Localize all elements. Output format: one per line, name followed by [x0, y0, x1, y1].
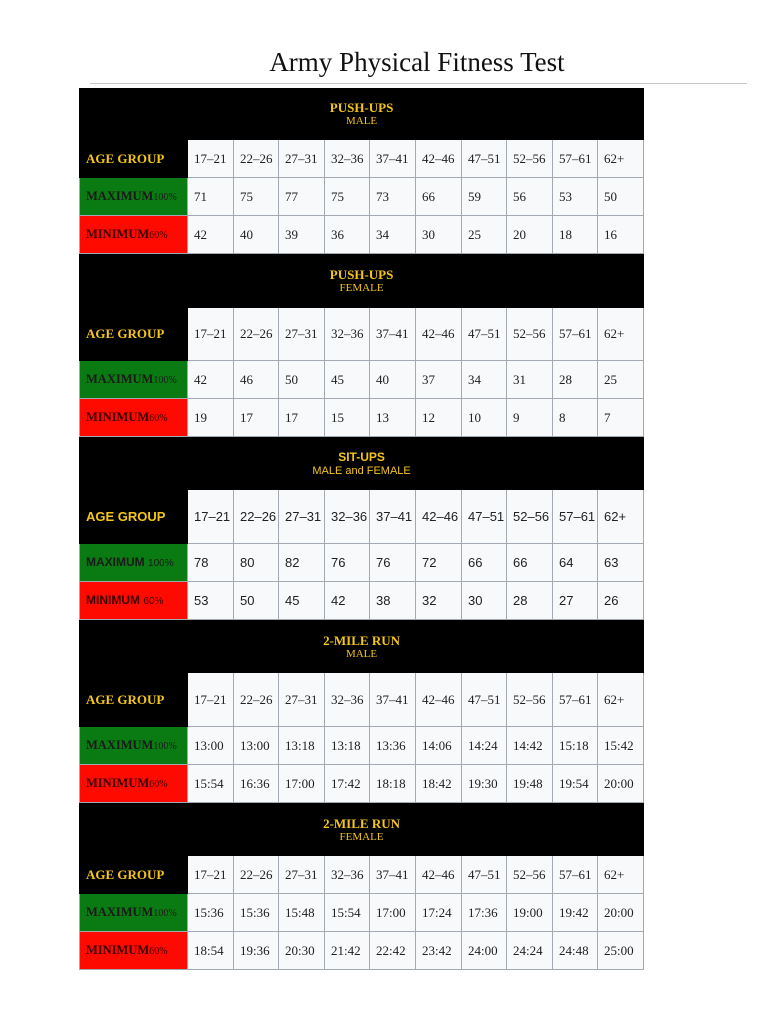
maximum-value-cell: 37 [416, 361, 462, 399]
maximum-value-cell: 42 [188, 361, 234, 399]
maximum-value-cell: 50 [598, 178, 644, 216]
maximum-label [80, 178, 188, 216]
age-group-cell: 52–56 [507, 490, 553, 544]
minimum-label [80, 932, 188, 970]
maximum-label [80, 361, 188, 399]
age-group-cell: 47–51 [462, 856, 507, 894]
minimum-value-cell: 19:30 [462, 765, 507, 803]
pushups-male-table [79, 88, 644, 254]
minimum-value-cell: 18:54 [188, 932, 234, 970]
maximum-row [80, 727, 644, 765]
maximum-value-cell: 46 [234, 361, 279, 399]
minimum-row [80, 216, 644, 254]
maximum-percent: 100% [153, 907, 177, 919]
minimum-value-cell: 24:48 [553, 932, 598, 970]
minimum-value-cell: 19:36 [234, 932, 279, 970]
table-header [80, 804, 644, 856]
age-group-cell: 27–31 [279, 856, 325, 894]
maximum-value-cell: 14:42 [507, 727, 553, 765]
maximum-value-cell: 15:48 [279, 894, 325, 932]
age-group-cell: 22–26 [234, 490, 279, 544]
maximum-value-cell: 50 [279, 361, 325, 399]
run-male-table [79, 620, 644, 803]
age-group-label: AGE GROUP [80, 140, 188, 178]
age-group-cell: 27–31 [279, 490, 325, 544]
table-subtitle: FEMALE [339, 282, 384, 294]
age-group-cell: 22–26 [234, 673, 279, 727]
minimum-value-cell: 17:00 [279, 765, 325, 803]
age-group-cell: 47–51 [462, 308, 507, 361]
age-group-cell: 32–36 [325, 673, 370, 727]
age-group-cell: 62+ [598, 856, 644, 894]
age-group-cell: 47–51 [462, 490, 507, 544]
table-title: 2-MILE RUN [323, 815, 400, 831]
minimum-value-cell: 28 [507, 582, 553, 620]
maximum-value-cell: 28 [553, 361, 598, 399]
minimum-value-cell: 15 [325, 399, 370, 437]
maximum-value-cell: 78 [188, 544, 234, 582]
minimum-value-cell: 16:36 [234, 765, 279, 803]
pushups-female-table [79, 254, 644, 437]
minimum-label [80, 765, 188, 803]
minimum-row [80, 932, 644, 970]
maximum-value-cell: 75 [325, 178, 370, 216]
maximum-value-cell: 75 [234, 178, 279, 216]
minimum-label-text: MINIMUM [86, 775, 150, 790]
age-group-label: AGE GROUP [80, 856, 188, 894]
maximum-value-cell: 13:18 [325, 727, 370, 765]
minimum-value-cell: 22:42 [370, 932, 416, 970]
minimum-value-cell: 20 [507, 216, 553, 254]
maximum-label [80, 727, 188, 765]
maximum-row [80, 894, 644, 932]
age-group-cell: 17–21 [188, 490, 234, 544]
fitness-tables [79, 88, 638, 970]
minimum-label-text: MINIMUM [86, 409, 150, 424]
minimum-label-text: MINIMUM [86, 592, 140, 607]
minimum-value-cell: 17:42 [325, 765, 370, 803]
maximum-value-cell: 13:00 [234, 727, 279, 765]
maximum-value-cell: 72 [416, 544, 462, 582]
minimum-value-cell: 30 [462, 582, 507, 620]
table-header-row [80, 621, 644, 673]
minimum-value-cell: 42 [325, 582, 370, 620]
minimum-percent: 60% [149, 412, 168, 424]
minimum-value-cell: 17 [279, 399, 325, 437]
age-group-cell: 32–36 [325, 856, 370, 894]
maximum-value-cell: 63 [598, 544, 644, 582]
age-group-cell: 52–56 [507, 140, 553, 178]
minimum-row [80, 765, 644, 803]
maximum-value-cell: 17:36 [462, 894, 507, 932]
maximum-value-cell: 20:00 [598, 894, 644, 932]
maximum-value-cell: 73 [370, 178, 416, 216]
age-group-cell: 37–41 [370, 856, 416, 894]
minimum-value-cell: 53 [188, 582, 234, 620]
minimum-value-cell: 18 [553, 216, 598, 254]
age-group-cell: 62+ [598, 308, 644, 361]
maximum-value-cell: 66 [416, 178, 462, 216]
maximum-value-cell: 13:18 [279, 727, 325, 765]
age-group-cell: 27–31 [279, 673, 325, 727]
minimum-value-cell: 23:42 [416, 932, 462, 970]
age-group-row [80, 140, 644, 178]
maximum-value-cell: 14:06 [416, 727, 462, 765]
age-group-cell: 52–56 [507, 856, 553, 894]
age-group-cell: 17–21 [188, 308, 234, 361]
age-group-cell: 37–41 [370, 140, 416, 178]
maximum-value-cell: 66 [507, 544, 553, 582]
age-group-cell: 62+ [598, 140, 644, 178]
maximum-value-cell: 15:36 [188, 894, 234, 932]
minimum-value-cell: 21:42 [325, 932, 370, 970]
age-group-cell: 32–36 [325, 490, 370, 544]
table-title: SIT-UPS [338, 449, 385, 464]
minimum-value-cell: 13 [370, 399, 416, 437]
age-group-cell: 47–51 [462, 140, 507, 178]
maximum-value-cell: 45 [325, 361, 370, 399]
age-group-cell: 37–41 [370, 673, 416, 727]
maximum-label [80, 894, 188, 932]
minimum-percent: 60% [149, 778, 168, 790]
minimum-value-cell: 42 [188, 216, 234, 254]
minimum-value-cell: 26 [598, 582, 644, 620]
table-title: 2-MILE RUN [323, 632, 400, 648]
minimum-value-cell: 30 [416, 216, 462, 254]
minimum-percent: 60% [149, 229, 168, 241]
minimum-value-cell: 25 [462, 216, 507, 254]
minimum-value-cell: 20:00 [598, 765, 644, 803]
minimum-value-cell: 24:00 [462, 932, 507, 970]
maximum-value-cell: 76 [325, 544, 370, 582]
maximum-value-cell: 77 [279, 178, 325, 216]
minimum-row [80, 582, 644, 620]
minimum-value-cell: 19 [188, 399, 234, 437]
minimum-value-cell: 36 [325, 216, 370, 254]
maximum-value-cell: 53 [553, 178, 598, 216]
maximum-value-cell: 59 [462, 178, 507, 216]
maximum-percent: 100% [148, 557, 174, 569]
table-header [80, 89, 644, 140]
run-female-table [79, 803, 644, 970]
age-group-cell: 27–31 [279, 140, 325, 178]
maximum-percent: 100% [153, 191, 177, 203]
minimum-value-cell: 19:54 [553, 765, 598, 803]
minimum-percent: 60% [143, 595, 164, 607]
minimum-value-cell: 17 [234, 399, 279, 437]
age-group-cell: 57–61 [553, 856, 598, 894]
maximum-label-text: MAXIMUM [86, 188, 154, 203]
table-title: PUSH-UPS [329, 267, 394, 282]
minimum-label [80, 216, 188, 254]
minimum-value-cell: 24:24 [507, 932, 553, 970]
minimum-value-cell: 8 [553, 399, 598, 437]
table-header [80, 621, 644, 673]
age-group-row [80, 308, 644, 361]
maximum-value-cell: 80 [234, 544, 279, 582]
minimum-value-cell: 40 [234, 216, 279, 254]
minimum-value-cell: 25:00 [598, 932, 644, 970]
maximum-value-cell: 15:36 [234, 894, 279, 932]
maximum-value-cell: 14:24 [462, 727, 507, 765]
age-group-row [80, 673, 644, 727]
minimum-label [80, 582, 188, 620]
age-group-label: AGE GROUP [80, 490, 188, 544]
age-group-label: AGE GROUP [80, 673, 188, 727]
maximum-value-cell: 13:00 [188, 727, 234, 765]
maximum-value-cell: 15:54 [325, 894, 370, 932]
age-group-cell: 52–56 [507, 673, 553, 727]
minimum-value-cell: 10 [462, 399, 507, 437]
age-group-cell: 57–61 [553, 308, 598, 361]
table-title: PUSH-UPS [329, 100, 394, 115]
maximum-value-cell: 17:00 [370, 894, 416, 932]
maximum-value-cell: 31 [507, 361, 553, 399]
minimum-value-cell: 32 [416, 582, 462, 620]
minimum-value-cell: 20:30 [279, 932, 325, 970]
minimum-row [80, 399, 644, 437]
age-group-cell: 22–26 [234, 856, 279, 894]
table-subtitle: MALE [345, 115, 378, 127]
minimum-percent: 60% [149, 945, 168, 957]
minimum-label [80, 399, 188, 437]
minimum-value-cell: 16 [598, 216, 644, 254]
minimum-value-cell: 18:18 [370, 765, 416, 803]
table-header-row [80, 438, 644, 490]
maximum-value-cell: 13:36 [370, 727, 416, 765]
maximum-value-cell: 15:18 [553, 727, 598, 765]
table-subtitle: MALE [345, 647, 378, 660]
age-group-cell: 22–26 [234, 140, 279, 178]
maximum-label-text: MAXIMUM [86, 371, 154, 386]
minimum-value-cell: 12 [416, 399, 462, 437]
age-group-cell: 22–26 [234, 308, 279, 361]
table-subtitle: FEMALE [339, 830, 384, 843]
age-group-cell: 32–36 [325, 140, 370, 178]
age-group-row [80, 490, 644, 544]
age-group-cell: 17–21 [188, 856, 234, 894]
minimum-value-cell: 7 [598, 399, 644, 437]
age-group-label: AGE GROUP [80, 308, 188, 361]
minimum-value-cell: 38 [370, 582, 416, 620]
age-group-row [80, 856, 644, 894]
minimum-value-cell: 15:54 [188, 765, 234, 803]
age-group-cell: 62+ [598, 673, 644, 727]
age-group-cell: 62+ [598, 490, 644, 544]
maximum-row [80, 178, 644, 216]
maximum-value-cell: 66 [462, 544, 507, 582]
maximum-value-cell: 19:00 [507, 894, 553, 932]
maximum-value-cell: 15:42 [598, 727, 644, 765]
age-group-cell: 42–46 [416, 856, 462, 894]
minimum-value-cell: 18:42 [416, 765, 462, 803]
minimum-value-cell: 27 [553, 582, 598, 620]
minimum-value-cell: 39 [279, 216, 325, 254]
minimum-label-text: MINIMUM [86, 226, 150, 241]
maximum-value-cell: 19:42 [553, 894, 598, 932]
age-group-cell: 32–36 [325, 308, 370, 361]
table-subtitle: MALE and FEMALE [312, 464, 411, 477]
maximum-row [80, 544, 644, 582]
table-header-row [80, 255, 644, 308]
maximum-value-cell: 64 [553, 544, 598, 582]
maximum-value-cell: 76 [370, 544, 416, 582]
age-group-cell: 57–61 [553, 490, 598, 544]
maximum-value-cell: 40 [370, 361, 416, 399]
table-header-row [80, 804, 644, 856]
minimum-value-cell: 19:48 [507, 765, 553, 803]
age-group-cell: 42–46 [416, 490, 462, 544]
age-group-cell: 37–41 [370, 490, 416, 544]
age-group-cell: 27–31 [279, 308, 325, 361]
age-group-cell: 47–51 [462, 673, 507, 727]
age-group-cell: 17–21 [188, 673, 234, 727]
minimum-value-cell: 45 [279, 582, 325, 620]
maximum-label [80, 544, 188, 582]
age-group-cell: 17–21 [188, 140, 234, 178]
document-title: Army Physical Fitness Test [269, 47, 565, 77]
maximum-percent: 100% [153, 374, 177, 386]
maximum-value-cell: 25 [598, 361, 644, 399]
maximum-value-cell: 34 [462, 361, 507, 399]
minimum-value-cell: 50 [234, 582, 279, 620]
maximum-label-text: MAXIMUM [86, 904, 154, 919]
situps-table [79, 437, 644, 620]
age-group-cell: 37–41 [370, 308, 416, 361]
age-group-cell: 42–46 [416, 140, 462, 178]
minimum-value-cell: 9 [507, 399, 553, 437]
minimum-label-text: MINIMUM [86, 942, 150, 957]
title-divider [90, 83, 747, 84]
maximum-label-text: MAXIMUM [86, 554, 145, 569]
maximum-row [80, 361, 644, 399]
table-header [80, 255, 644, 308]
age-group-cell: 57–61 [553, 140, 598, 178]
table-header-row [80, 89, 644, 140]
maximum-value-cell: 17:24 [416, 894, 462, 932]
minimum-value-cell: 34 [370, 216, 416, 254]
maximum-percent: 100% [153, 740, 177, 752]
maximum-value-cell: 82 [279, 544, 325, 582]
age-group-cell: 57–61 [553, 673, 598, 727]
maximum-value-cell: 56 [507, 178, 553, 216]
maximum-label-text: MAXIMUM [86, 737, 154, 752]
age-group-cell: 42–46 [416, 673, 462, 727]
table-header [80, 438, 644, 490]
age-group-cell: 42–46 [416, 308, 462, 361]
maximum-value-cell: 71 [188, 178, 234, 216]
age-group-cell: 52–56 [507, 308, 553, 361]
